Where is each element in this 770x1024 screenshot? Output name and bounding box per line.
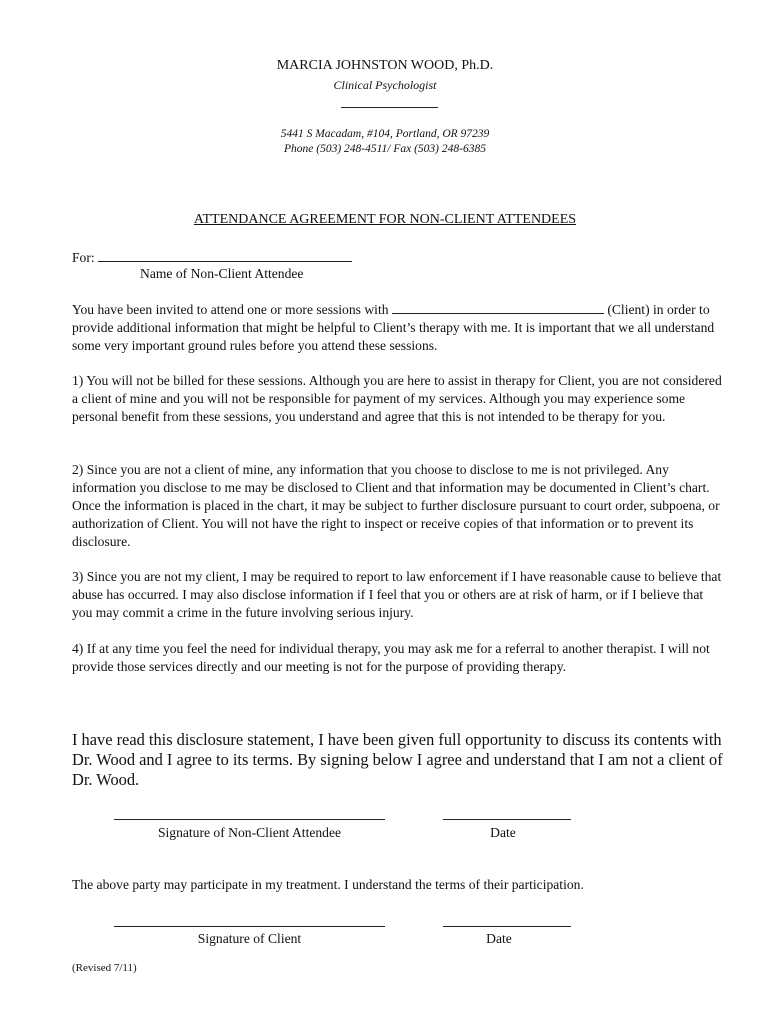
client-name-blank[interactable] <box>392 301 604 314</box>
attendee-name-blank[interactable] <box>98 249 352 262</box>
attendee-signature-line[interactable] <box>114 819 385 820</box>
acknowledgement-statement: I have read this disclosure statement, I have been given full opportunity to discuss its contents with Dr. Wood and I agree to its terms. By signing below I agree and understand that I am not a client of Dr. Wood. <box>72 730 723 789</box>
letterhead-name: MARCIA JOHNSTON WOOD, Ph.D. <box>276 58 494 73</box>
intro-text-before-blank: You have been invited to attend one or more sessions with <box>72 302 389 317</box>
intro-paragraph <box>72 301 722 355</box>
client-signature-caption: Signature of Client <box>197 931 302 946</box>
attendee-signature-caption: Signature of Non-Client Attendee <box>157 825 342 840</box>
letterhead-title: Clinical Psychologist <box>333 78 437 92</box>
client-date-line[interactable] <box>443 926 571 927</box>
document-title: ATTENDANCE AGREEMENT FOR NON-CLIENT ATTENDEES <box>193 212 577 227</box>
rule-paragraph-3: 3) Since you are not my client, I may be required to report to law enforcement if I have reasonable cause to believe that abuse has occurred. I may also disclose information if I feel that you or others are at risk of harm, or if I believe that you may commit a crime in the future involving serious injury. <box>72 569 722 620</box>
for-label: For: <box>72 250 95 265</box>
for-field-caption: Name of Non-Client Attendee <box>140 266 304 281</box>
client-date-caption: Date <box>486 931 512 946</box>
letterhead-phone-fax: Phone (503) 248-4511/ Fax (503) 248-6385 <box>284 143 486 155</box>
for-field <box>72 249 352 266</box>
client-signature-line[interactable] <box>114 926 385 927</box>
letterhead-address: 5441 S Macadam, #104, Portland, OR 97239 <box>280 128 490 140</box>
attendee-date-line[interactable] <box>443 819 571 820</box>
rule-paragraph-1: 1) You will not be billed for these sessions. Although you are here to assist in therapy for Client, you are not considered a client of mine and you will not be responsible for payment of my services. Although you may experience some personal benefit from these sessions, you understand and agree that this is not intended to be therapy for you. <box>72 373 722 424</box>
client-approval-statement: The above party may participate in my treatment. I understand the terms of their participation. <box>72 877 584 892</box>
attendee-date-caption: Date <box>490 825 516 840</box>
revision-note: (Revised 7/11) <box>72 962 137 974</box>
letterhead-divider <box>341 107 438 108</box>
intro-text-after-blank: (Client) in order to provide additional information that might be helpful to Client’s therapy with me. It is important that we all understand some very important ground rules before you attend these sessions. <box>72 302 715 353</box>
rule-paragraph-4: 4) If at any time you feel the need for individual therapy, you may ask me for a referral to another therapist. I will not provide those services directly and our meeting is not for the purpose of providing therapy. <box>72 641 710 674</box>
rule-paragraph-2: 2) Since you are not a client of mine, any information that you choose to disclose to me is not privileged. Any information you disclose to me may be disclosed to Client and that information may be documented in Client’s chart. Once the information is placed in the chart, it may be subject to further disclosure pursuant to court order, subpoena, or authorization of Client. You will not have the right to inspect or receive copies of that information or to prevent its disclosure. <box>72 462 720 549</box>
